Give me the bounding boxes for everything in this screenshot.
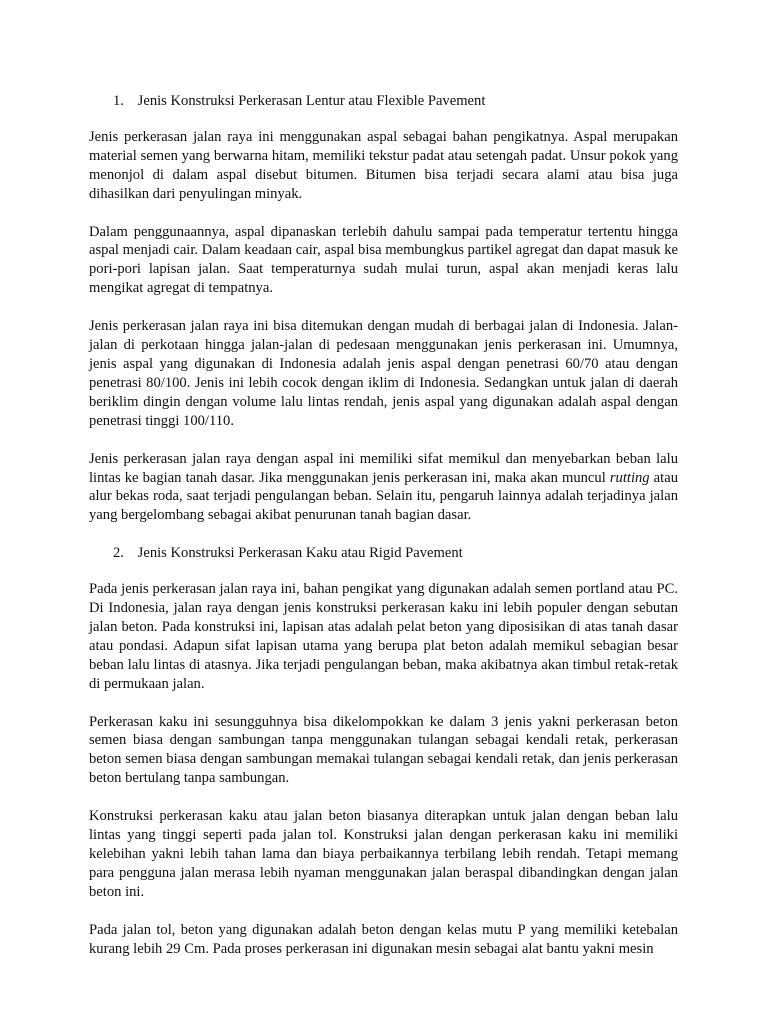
section-title: Jenis Konstruksi Perkerasan Kaku atau Rigid Pavement [137,545,463,562]
document-body [89,92,678,978]
section-number: 2. [113,545,124,562]
paragraph: Perkerasan kaku ini sesungguhnya bisa dikelompokkan ke dalam 3 jenis yakni perkerasan beton semen biasa dengan sambungan tanpa menggunakan tulangan sebagai kendali retak, perkerasan beton semen biasa dengan sambungan memakai tulangan sebagai kendali retak, dan jenis perkerasan beton bertulang tanpa sambungan. [89,713,678,787]
paragraph: Jenis perkerasan jalan raya ini menggunakan aspal sebagai bahan pengikatnya. Aspal merupakan material semen yang berwarna hitam, memiliki tekstur padat atau setengah padat. Unsur pokok yang menonjol di dalam aspal disebut bitumen. Bitumen bisa terjadi secara alami atau bisa juga dihasilkan dari penyulingan minyak. [89,128,678,202]
section-number: 1. [113,93,124,109]
section-heading-2 [113,544,678,563]
section-title: Jenis Konstruksi Perkerasan Lentur atau Flexible Pavement [137,93,486,109]
paragraph-text: Jenis perkerasan jalan raya dengan aspal ini memiliki sifat memikul dan menyebarkan beban lalu lintas ke bagian tanah dasar. Jika menggunakan jenis perkerasan ini, maka akan muncul [89,450,678,486]
italic-term: rutting [609,469,650,486]
paragraph: Dalam penggunaannya, aspal dipanaskan terlebih dahulu sampai pada temperatur tertentu hingga aspal menjadi cair. Dalam keadaan cair, aspal bisa membungkus partikel agregat dan dapat masuk ke pori-pori lapisan jalan. Saat temperaturnya sudah mulai turun, aspal akan menjadi keras lalu mengikat agregat di tempatnya. [89,223,678,297]
paragraph: Konstruksi perkerasan kaku atau jalan beton biasanya diterapkan untuk jalan dengan beban lalu lintas yang tinggi seperti pada jalan tol. Konstruksi jalan dengan perkerasan kaku ini memiliki kelebihan yakni lebih tahan lama dan biaya perbaikannya terbilang lebih rendah. Tetapi memang para pengguna jalan merasa lebih nyaman menggunakan jalan beraspal dibandingkan dengan jalan beton ini. [89,808,678,900]
paragraph-rutting [89,450,678,526]
paragraph-text: atau alur bekas roda, saat terjadi pengulangan beban. Selain itu, pengaruh lainnya adalah terjadinya jalan yang bergelombang sebagai akibat penurunan tanah bagian dasar. [89,469,678,524]
section-heading-1 [113,92,678,111]
paragraph: Pada jalan tol, beton yang digunakan adalah beton dengan kelas mutu P yang memiliki ketebalan kurang lebih 29 Cm. Pada proses perkerasan ini digunakan mesin sebagai alat bantu yakni mesin [89,921,678,957]
paragraph: Pada jenis perkerasan jalan raya ini, bahan pengikat yang digunakan adalah semen portland atau PC. Di Indonesia, jalan raya dengan jenis konstruksi perkerasan kaku ini lebih populer dengan sebutan jalan beton. Pada konstruksi ini, lapisan atas adalah pelat beton yang diposisikan di atas tanah dasar atau pondasi. Adapun sifat lapisan utama yang berupa plat beton adalah memikul sebagian besar beban lalu lintas di atasnya. Jika terjadi pengulangan beban, maka akibatnya akan timbul retak-retak di permukaan jalan. [89,581,678,692]
paragraph: Jenis perkerasan jalan raya ini bisa ditemukan dengan mudah di berbagai jalan di Indonesia. Jalan-jalan di perkotaan hingga jalan-jalan di pedesaan menggunakan jenis perkerasan ini. Umumnya, jenis aspal yang digunakan di Indonesia adalah jenis aspal dengan penetrasi 60/70 atau dengan penetrasi 80/100. Jenis ini lebih cocok dengan iklim di Indonesia. Sedangkan untuk jalan di daerah beriklim dingin dengan volume lalu lintas rendah, jenis aspal yang digunakan adalah aspal dengan penetrasi tinggi 100/110. [89,318,678,429]
